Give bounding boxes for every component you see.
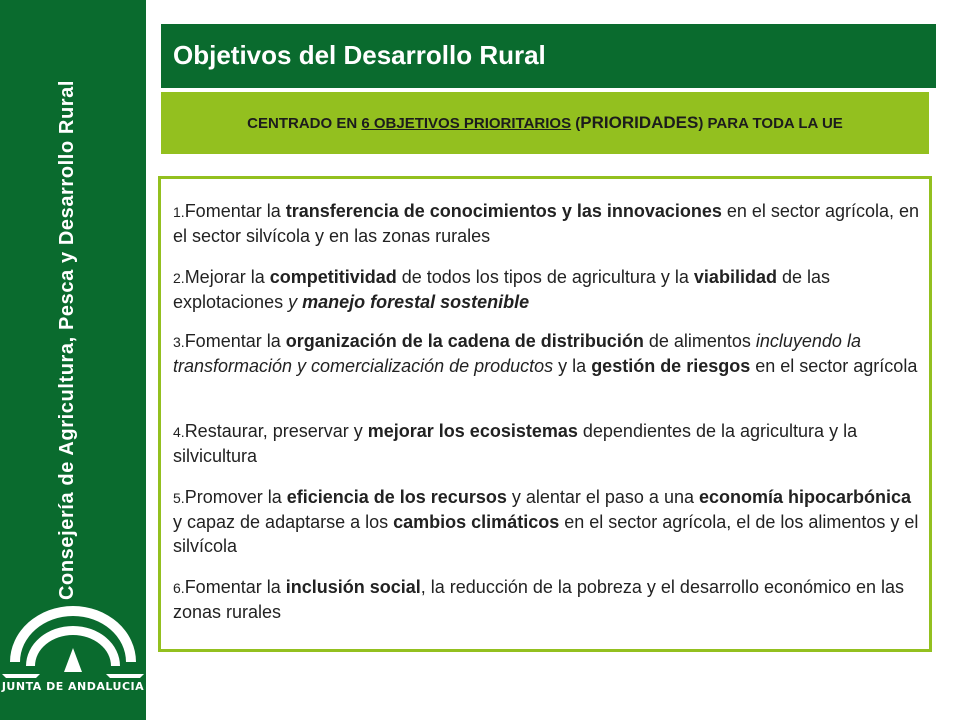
objective-text-segment: de las explotaciones bbox=[173, 267, 830, 312]
objective-text-segment: de alimentos bbox=[643, 331, 756, 351]
logo-text: JUNTA DE ANDALUCIA bbox=[1, 680, 145, 693]
objective-item bbox=[173, 329, 925, 378]
objective-text-segment: manejo forestal sostenible bbox=[302, 292, 530, 312]
objective-text-segment: Fomentar la bbox=[184, 201, 286, 221]
sidebar bbox=[0, 0, 146, 720]
objective-text-segment: , la reducción de la pobreza y el desarrollo económico en las zonas rurales bbox=[173, 577, 905, 622]
objective-number: 5. bbox=[173, 490, 185, 506]
page-title: Objetivos del Desarrollo Rural bbox=[173, 40, 546, 70]
objective-number: 2. bbox=[173, 270, 185, 286]
objective-text-segment: en el sector agrícola bbox=[750, 356, 918, 376]
objective-item bbox=[173, 199, 925, 248]
objective-text-segment: y alentar el paso a una bbox=[506, 487, 699, 507]
objective-item bbox=[173, 575, 925, 624]
subtitle-banner bbox=[161, 92, 929, 154]
objective-text-segment: cambios climáticos bbox=[393, 512, 560, 532]
objective-text-segment: Promover la bbox=[184, 487, 287, 507]
title-bar bbox=[161, 24, 936, 88]
objective-text-segment: Mejorar la bbox=[184, 267, 270, 287]
objective-text-segment: incluyendo la transformación y comercialización de productos bbox=[173, 331, 861, 376]
objective-number: 6. bbox=[173, 580, 185, 596]
objective-text-segment: mejorar los ecosistemas bbox=[367, 421, 578, 441]
objective-text-segment: gestión de riesgos bbox=[591, 356, 751, 376]
objective-item bbox=[173, 485, 925, 558]
objective-text-segment: competitividad bbox=[269, 267, 397, 287]
objective-text-segment: Fomentar la bbox=[184, 577, 286, 597]
objective-text-segment: Fomentar la bbox=[184, 331, 286, 351]
objective-text-segment: Restaurar, preservar y bbox=[184, 421, 368, 441]
objective-text-segment: organización de la cadena de distribución bbox=[285, 331, 644, 351]
subtitle-underlined: 6 OBJETIVOS PRIORITARIOS bbox=[361, 114, 572, 132]
objective-text-segment: y capaz de adaptarse a los bbox=[173, 512, 394, 532]
subtitle-text: CENTRADO EN 6 OBJETIVOS PRIORITARIOS (PRIORIDADES) PARA TODA LA UE bbox=[247, 112, 843, 132]
junta-de-andalucia-arch-logo-icon bbox=[0, 600, 146, 680]
objective-text-segment: viabilidad bbox=[693, 267, 777, 287]
objective-text-segment: y bbox=[288, 292, 303, 312]
objective-number: 3. bbox=[173, 334, 185, 350]
objective-number: 4. bbox=[173, 424, 185, 440]
objective-text-segment: inclusión social bbox=[285, 577, 421, 597]
objective-text-segment: economía hipocarbónica bbox=[698, 487, 912, 507]
objective-number: 1. bbox=[173, 204, 185, 220]
objective-text-segment: en el sector agrícola, el de los alimentos y el silvícola bbox=[173, 512, 919, 556]
objective-text-segment: en el sector agrícola, en el sector silvícola y en las zonas rurales bbox=[173, 201, 920, 246]
vertical-department-title: Consejería de Agricultura, Pesca y Desarrollo Rural bbox=[56, 79, 78, 600]
objective-text-segment: y la bbox=[553, 356, 592, 376]
objective-item bbox=[173, 265, 925, 314]
objective-text-segment: de todos los tipos de agricultura y la bbox=[396, 267, 694, 287]
objective-text-segment: eficiencia de los recursos bbox=[286, 487, 507, 507]
objectives-box bbox=[158, 176, 932, 652]
objective-item bbox=[173, 419, 925, 468]
objective-text-segment: dependientes de la agricultura y la silvicultura bbox=[173, 421, 858, 466]
objective-text-segment: transferencia de conocimientos y las innovaciones bbox=[285, 201, 722, 221]
